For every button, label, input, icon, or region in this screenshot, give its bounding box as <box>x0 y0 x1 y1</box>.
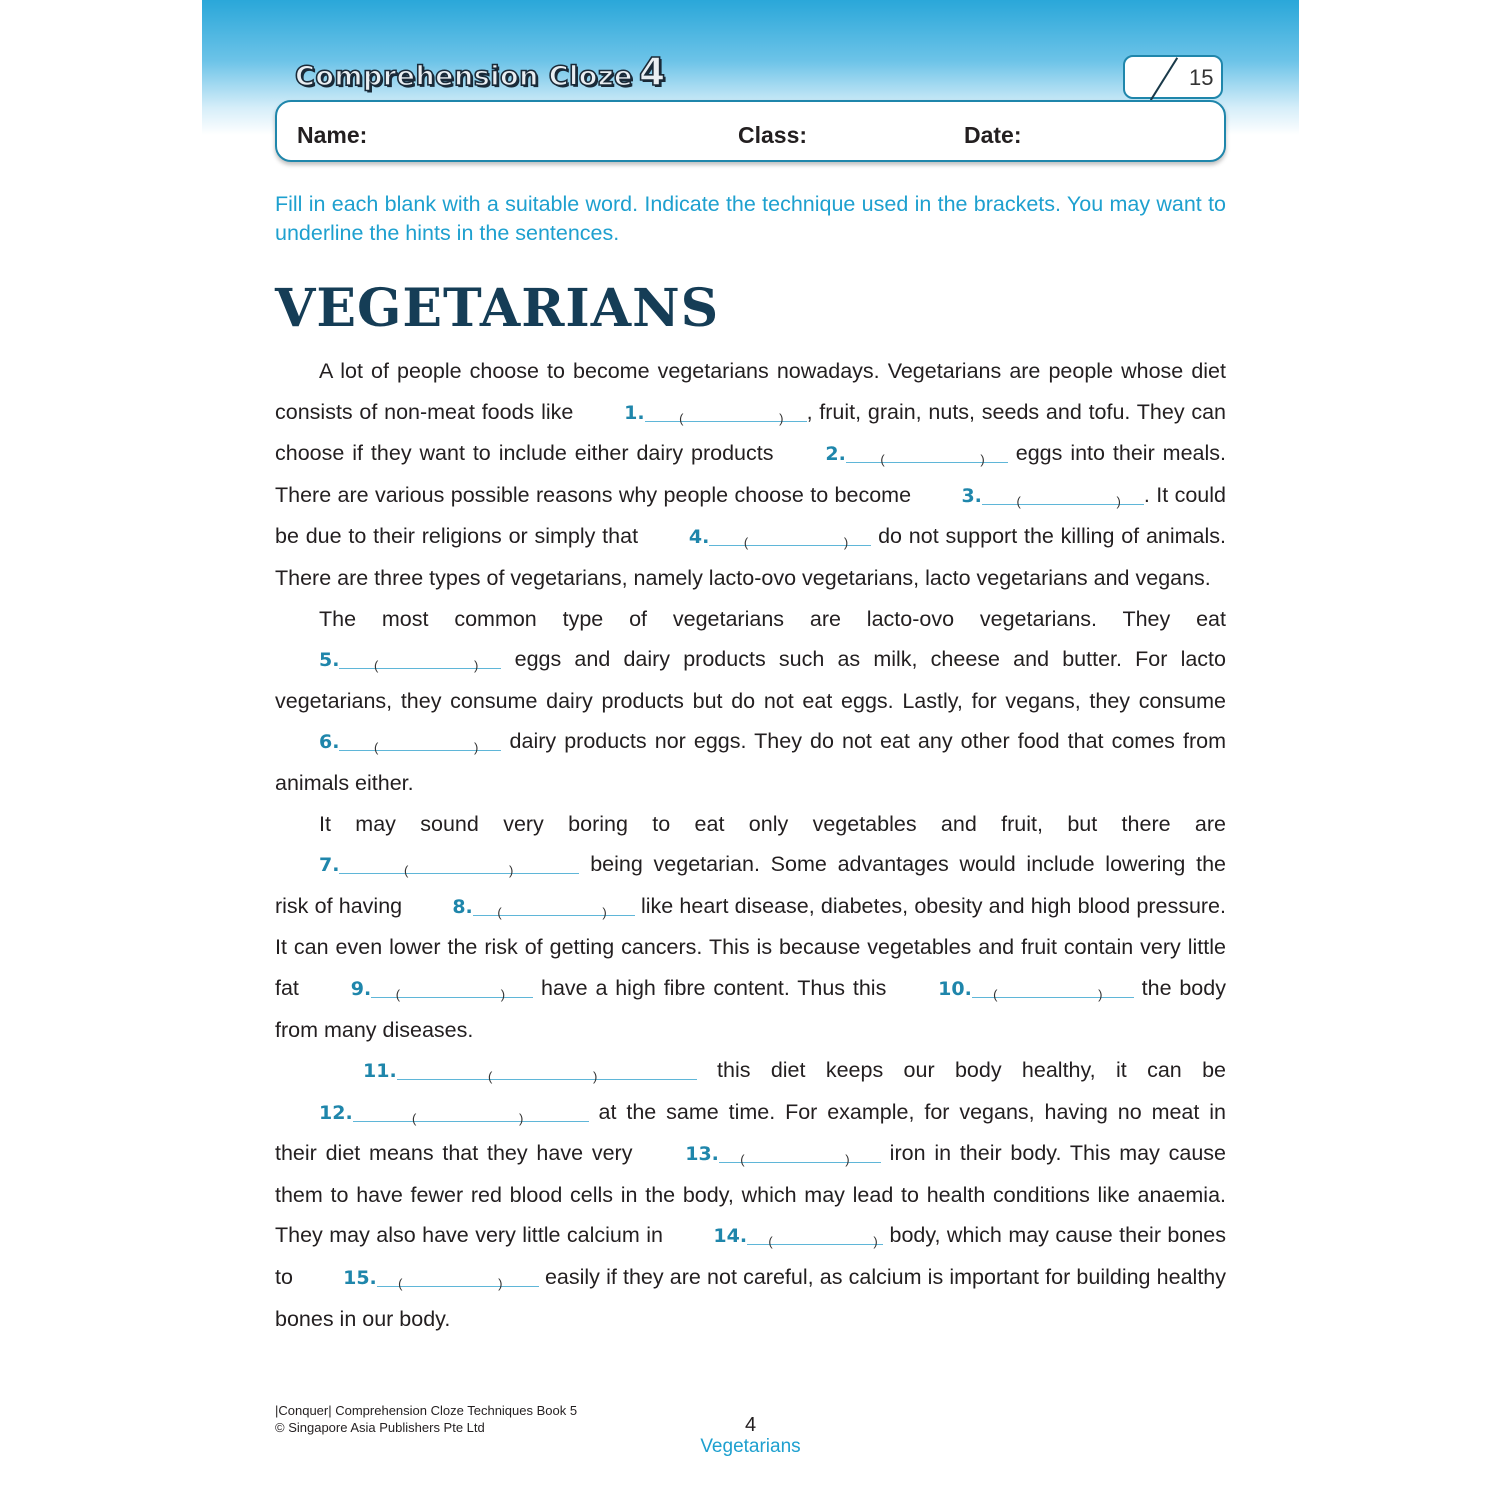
title-text: Comprehension Cloze <box>295 61 633 92</box>
text-segment: The most common type of vegetarians are lacto-ovo vegetarians. They eat <box>319 606 1226 631</box>
text-segment: eggs into their meals. There are various possible reasons why people choose to become <box>275 441 1226 507</box>
page-number: 4 <box>744 1414 757 1436</box>
text-segment: eggs and dairy products such as milk, cheese and butter. For lacto vegetarians, they consume dairy products but do not eat eggs. Lastly, for vegans, they consume <box>275 647 1226 713</box>
text-segment: dairy products nor eggs. They do not eat any other food that comes from animals either. <box>275 729 1226 795</box>
paragraph-3 <box>275 804 1226 1051</box>
score-total: 15 <box>1189 65 1214 90</box>
blank-15[interactable]: 15. ( ) <box>299 1257 539 1299</box>
blank-4[interactable]: 4. ( ) <box>645 516 871 558</box>
blank-11[interactable]: 11. ( ) <box>319 1050 697 1092</box>
blank-7[interactable]: 7. ( ) <box>275 844 579 886</box>
footer-book-title: |Conquer| Comprehension Cloze Techniques Book 5 <box>275 1403 578 1418</box>
worksheet-page <box>202 0 1299 1501</box>
text-segment: . It could be due to their religions or simply that <box>275 482 1227 549</box>
text-segment: have a high fibre content. Thus this <box>533 975 895 1000</box>
blank-1[interactable]: 1. ( ) <box>580 392 806 434</box>
text-segment: being vegetarian. Some advantages would include lowering the risk of having <box>275 852 1226 918</box>
blank-5[interactable]: 5. ( ) <box>275 639 501 681</box>
blank-13[interactable]: 13. ( ) <box>641 1133 881 1175</box>
blank-12[interactable]: 12. ( ) <box>275 1092 589 1134</box>
text-segment: iron in their body. This may cause them to have fewer red blood cells in the body, which may lead to health conditions like anaemia. They may also have very little calcium in <box>275 1141 1226 1248</box>
blank-8[interactable]: 8. ( ) <box>408 886 634 928</box>
title-number: 4 <box>638 50 666 94</box>
student-info-box <box>275 100 1226 162</box>
footer-copyright: © Singapore Asia Publishers Pte Ltd <box>275 1420 485 1435</box>
text-segment: like heart disease, diabetes, obesity and high blood pressure. It can even lower the risk of getting cancers. This is because vegetables and fruit contain very little fat <box>275 893 1226 1000</box>
score-slash <box>1150 57 1178 100</box>
class-label: Class: <box>738 122 808 148</box>
date-label: Date: <box>964 122 1022 148</box>
text-segment: easily if they are not careful, as calcium is important for building healthy bones in our body. <box>275 1265 1227 1331</box>
worksheet-title <box>295 50 666 94</box>
text-segment: , fruit, grain, nuts, seeds and tofu. They can choose if they want to include either dairy products <box>275 399 1226 466</box>
blank-14[interactable]: 14. ( ) <box>669 1215 883 1257</box>
text-segment: at the same time. For example, for vegans, having no meat in their diet means that they have very <box>275 1099 1226 1166</box>
paragraph-2 <box>275 599 1226 804</box>
text-segment: the body from many diseases. <box>275 975 1226 1042</box>
blank-10[interactable]: 10. ( ) <box>894 968 1134 1010</box>
text-segment: do not support the killing of animals. There are three types of vegetarians, namely lacto-ovo vegetarians, lacto vegetarians and vegans. <box>275 524 1226 590</box>
text-segment: body, which may cause their bones to <box>275 1223 1227 1290</box>
passage-heading: VEGETARIANS <box>275 278 720 339</box>
blank-2[interactable]: 2. ( ) <box>781 433 1007 475</box>
text-segment: It may sound very boring to eat only vegetables and fruit, but there are <box>319 811 1226 836</box>
name-label: Name: <box>297 122 368 148</box>
passage <box>275 351 1226 1339</box>
instructions: Fill in each blank with a suitable word. Indicate the technique used in the brackets. You may want to underline the hints in the sentences. <box>275 192 1226 245</box>
blank-3[interactable]: 3. ( ) <box>917 475 1143 517</box>
blank-6[interactable]: 6. ( ) <box>275 721 501 763</box>
blank-9[interactable]: 9. ( ) <box>307 968 533 1010</box>
text-segment: this diet keeps our body healthy, it can be <box>696 1058 1226 1083</box>
score-box <box>1123 55 1223 99</box>
paragraph-4 <box>275 1050 1226 1339</box>
text-segment: A lot of people choose to become vegetarians nowadays. Vegetarians are people whose diet consists of non-meat foods like <box>275 359 1226 424</box>
footer-page-title: Vegetarians <box>700 1436 801 1457</box>
paragraph-1 <box>275 351 1226 599</box>
